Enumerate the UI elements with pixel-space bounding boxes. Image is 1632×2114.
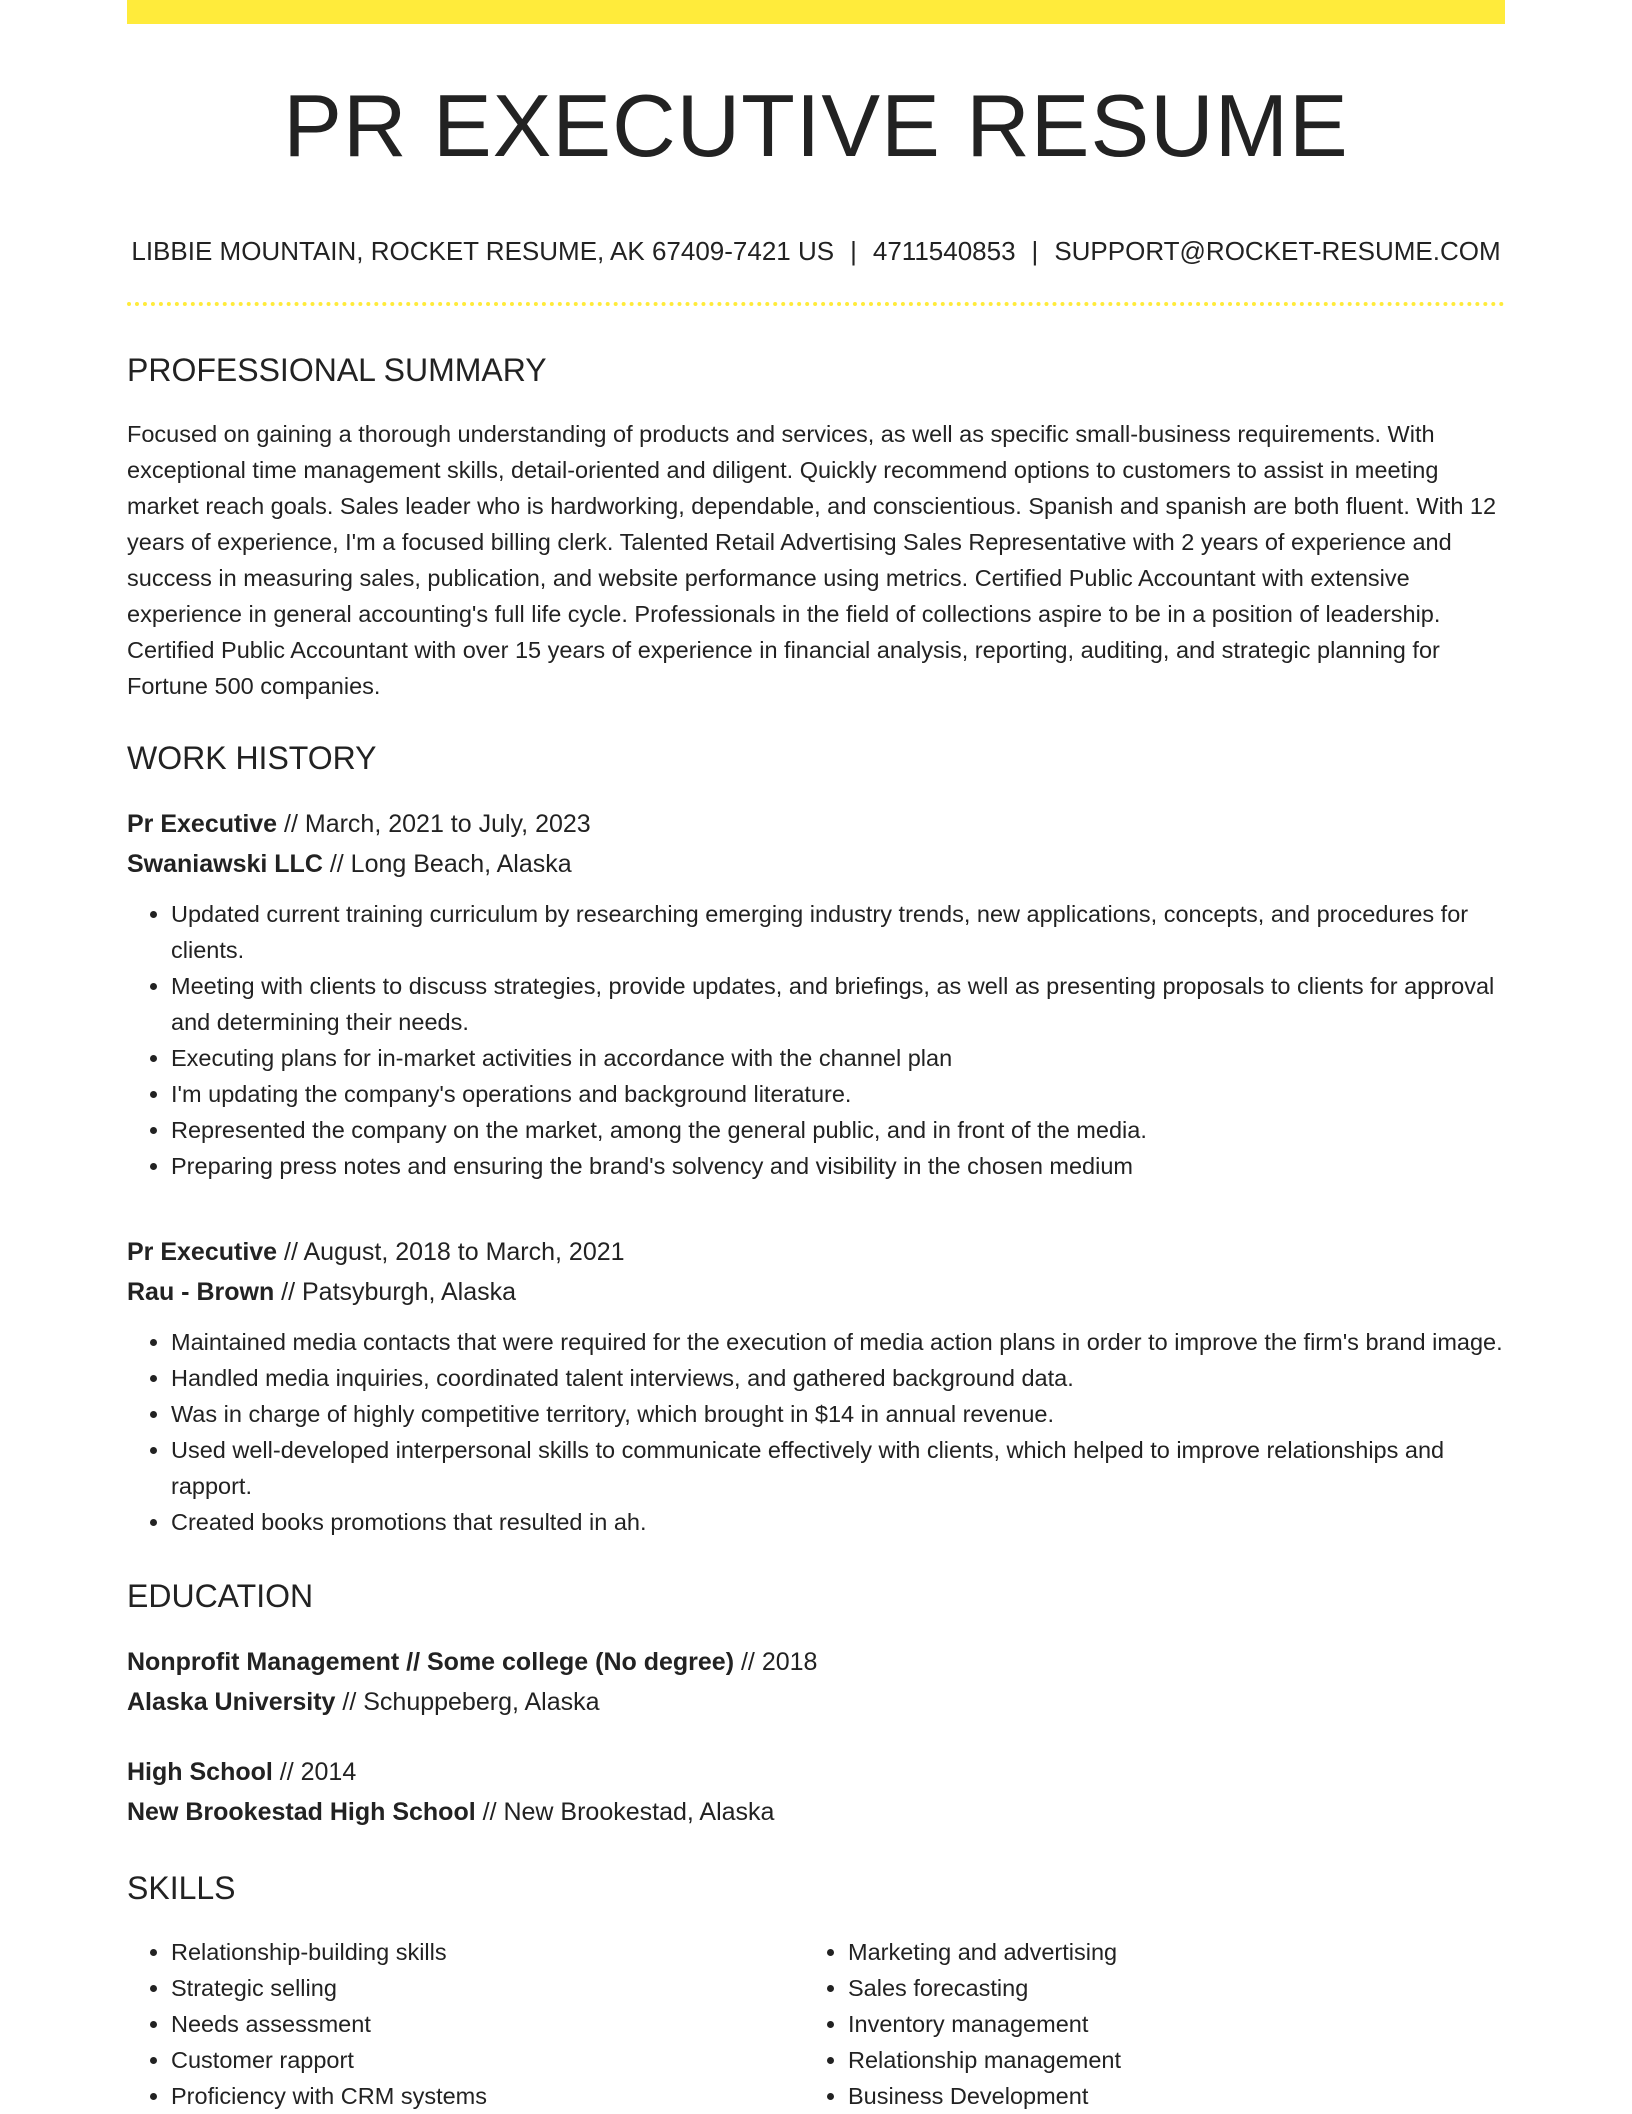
list-item: • Proficiency with CRM systems [171, 2078, 804, 2114]
contact-separator: | [850, 236, 857, 266]
education-degree: Nonprofit Management // Some college (No degree) [127, 1648, 735, 1676]
education-degree: High School [127, 1758, 273, 1786]
contact-separator: | [1031, 236, 1039, 266]
education-degree-line [127, 1752, 1505, 1792]
education-school-line [127, 1682, 1505, 1722]
list-item: • Handled media inquiries, coordinated talent interviews, and gathered background data. [171, 1360, 1505, 1396]
list-item: • I'm updating the company's operations and background literature. [171, 1076, 1505, 1112]
list-item: • Needs assessment [171, 2006, 804, 2042]
job-entry [127, 804, 1505, 1184]
job-dates: // August, 2018 to March, 2021 [277, 1238, 625, 1266]
summary-text: Focused on gaining a thorough understanding of products and services, as well as specific small-business requirements. With exceptional time management skills, detail-oriented and diligent. Quickly recommend options to customers to assist in meeting market reach goals. Sales leader who is hardworking, dependable, and conscientious. Spanish and spanish are both fluent. With 12 years of experience, I'm a focused billing clerk. Talented Retail Advertising Sales Representative with 2 years of experience and success in measuring sales, publication, and website performance using metrics. Certified Public Accountant with extensive experience in general accounting's full life cycle. Professionals in the field of collections aspire to be in a position of leadership. Certified Public Accountant with over 15 years of experience in financial analysis, reporting, auditing, and strategic planning for Fortune 500 companies. [127, 421, 1497, 699]
contact-line [127, 238, 1505, 264]
job-dates: // March, 2021 to July, 2023 [277, 810, 591, 838]
list-item: • Relationship management [848, 2042, 1481, 2078]
list-item: • Sales forecasting [848, 1970, 1481, 2006]
job-title: Pr Executive [127, 1238, 278, 1266]
accent-top-bar [127, 0, 1505, 24]
job-title-line [127, 1232, 1505, 1272]
work-history-heading: WORK HISTORY [127, 740, 377, 776]
skills-heading: SKILLS [127, 1870, 236, 1906]
job-location: // Patsyburgh, Alaska [274, 1278, 517, 1306]
contact-address: LIBBIE MOUNTAIN, ROCKET RESUME, AK 67409-7421 US [131, 236, 835, 266]
education-year: // 2018 [734, 1648, 818, 1676]
list-item: • Updated current training curriculum by researching emerging industry trends, new applications, concepts, and procedures for clients. [171, 896, 1505, 968]
job-company-line [127, 1272, 1505, 1312]
summary-heading: PROFESSIONAL SUMMARY [127, 352, 547, 388]
job-company: Rau - Brown [127, 1278, 275, 1306]
list-item: • Represented the company on the market, among the general public, and in front of the media. [171, 1112, 1505, 1148]
education-year: // 2014 [272, 1758, 357, 1786]
contact-email: SUPPORT@ROCKET-RESUME.COM [1054, 236, 1501, 266]
list-item: • Customer rapport [171, 2042, 804, 2078]
education-school-line [127, 1792, 1505, 1832]
list-item: • Maintained media contacts that were required for the execution of media action plans in order to improve the firm's brand image. [171, 1324, 1505, 1360]
education-entry [127, 1752, 1505, 1832]
list-item: • Executing plans for in-market activities in accordance with the channel plan [171, 1040, 1505, 1076]
job-title: Pr Executive [127, 810, 278, 838]
dotted-divider [127, 302, 1505, 306]
job-company: Swaniawski LLC [127, 850, 323, 878]
page-title: PR EXECUTIVE RESUME [283, 76, 1349, 175]
list-item: • Business Development [848, 2078, 1481, 2114]
education-degree-line [127, 1642, 1505, 1682]
job-bullets [127, 896, 1505, 1184]
list-item: • Preparing press notes and ensuring the brand's solvency and visibility in the chosen medium [171, 1148, 1505, 1184]
list-item: • Marketing and advertising [848, 1934, 1481, 1970]
job-bullets [127, 1324, 1505, 1540]
skills-column-left [127, 1934, 804, 2114]
education-school: Alaska University [127, 1688, 336, 1716]
education-entry [127, 1642, 1505, 1722]
contact-phone: 4711540853 [872, 236, 1016, 266]
education-location: // New Brookestad, Alaska [475, 1798, 775, 1826]
resume-page [127, 0, 1505, 2114]
job-location: // Long Beach, Alaska [322, 850, 572, 878]
list-item: • Strategic selling [171, 1970, 804, 2006]
job-company-line [127, 844, 1505, 884]
job-entry [127, 1232, 1505, 1540]
education-location: // Schuppeberg, Alaska [335, 1688, 600, 1716]
list-item: • Meeting with clients to discuss strategies, provide updates, and briefings, as well as presenting proposals to clients for approval and determining their needs. [171, 968, 1505, 1040]
list-item: • Relationship-building skills [171, 1934, 804, 1970]
list-item: • Was in charge of highly competitive territory, which brought in $14 in annual revenue. [171, 1396, 1505, 1432]
list-item: • Used well-developed interpersonal skills to communicate effectively with clients, which helped to improve relationships and rapport. [171, 1432, 1505, 1504]
skills-column-right [804, 1934, 1481, 2114]
job-title-line [127, 804, 1505, 844]
list-item: • Created books promotions that resulted in ah. [171, 1504, 1505, 1540]
education-school: New Brookestad High School [127, 1798, 476, 1826]
list-item: • Inventory management [848, 2006, 1481, 2042]
education-heading: EDUCATION [127, 1578, 314, 1614]
skills-list [127, 1934, 1505, 2114]
